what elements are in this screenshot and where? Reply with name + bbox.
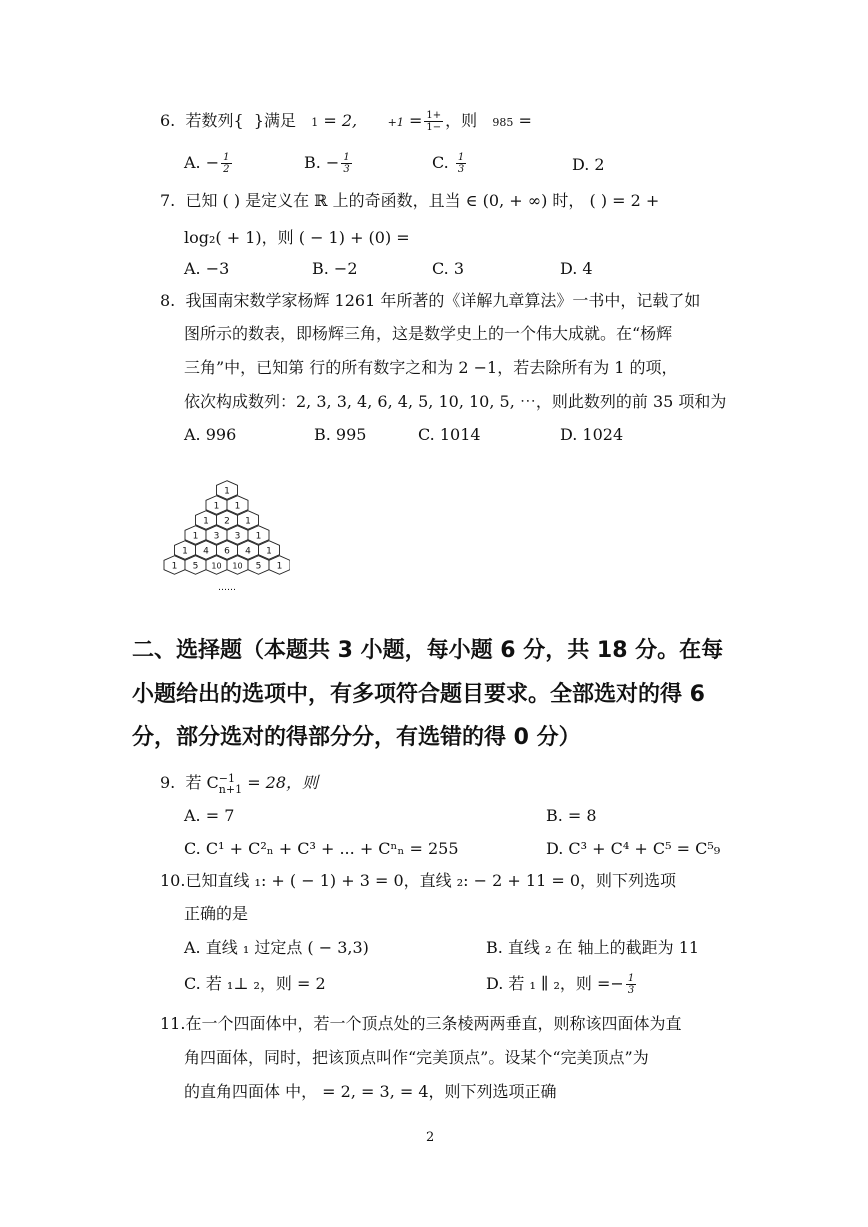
triangle-cell	[196, 511, 217, 530]
q7-line1: 7. 已知 ( ) 是定义在 ℝ 上的奇函数，且当 ∈ (0, + ∞) 时， ( ) = 2 +	[160, 191, 660, 210]
q6-option-d: D. 2	[572, 155, 605, 174]
triangle-cell	[259, 541, 280, 560]
q11-line3: 的直角四面体 中， = 2, = 3, = 4，则下列选项正确	[184, 1082, 557, 1101]
q11-line1: 11.在一个四面体中，若一个顶点处的三条棱两两垂直，则称该四面体为直	[160, 1014, 682, 1033]
q9-option-c: C. C¹ + C²ₙ + C³ + ... + Cⁿₙ = 255	[184, 839, 459, 858]
triangle-value: 3	[234, 531, 241, 542]
triangle-cell	[248, 526, 269, 545]
triangle-cell	[206, 556, 227, 575]
triangle-value: 1	[182, 546, 188, 557]
q10-option-d: D. 若 ₁ ∥ ₂，则 =− $\frac{1}{3}$	[486, 973, 635, 996]
triangle-value: 1	[192, 531, 199, 542]
triangle-value: 4	[245, 546, 251, 557]
triangle-cell	[175, 541, 196, 560]
triangle-cell	[185, 526, 206, 545]
triangle-cell	[217, 481, 238, 500]
q8-option-d: D. 1024	[560, 425, 624, 444]
triangle-cell	[269, 556, 290, 575]
q8-line4: 依次构成数列：2, 3, 3, 4, 6, 4, 5, 10, 10, 5, ⋯，则此数列的前 35 项和为	[184, 392, 727, 411]
q9-option-d: D. C³ + C⁴ + C⁵ = C⁵₉	[546, 839, 721, 858]
q7-option-c: C. 3	[432, 259, 465, 278]
q6-stem: 6. 若数列{ }满足 1 = 2, +1 = $\frac{1+}{1-}$ ，则 985 =	[160, 110, 532, 133]
triangle-value: 3	[213, 531, 220, 542]
section-heading-line2: 小题给出的选项中，有多项符合题目要求。全部选对的得 6	[132, 682, 705, 707]
triangle-value: 1	[266, 546, 272, 557]
q8-option-c: C. 1014	[418, 425, 481, 444]
triangle-value: 1	[276, 561, 283, 572]
q6-option-c: C. $\frac{1}{3}$	[432, 152, 465, 175]
q8-line2: 图所示的数表，即杨辉三角，这是数学史上的一个伟大成就。在“杨辉	[184, 324, 673, 343]
q6-number: 6.	[160, 111, 176, 130]
triangle-ellipsis: ……	[218, 583, 236, 593]
q7-option-a: A. −3	[184, 259, 230, 278]
q10-option-a: A. 直线 ₁ 过定点 ( − 3,3)	[184, 938, 369, 957]
triangle-cell	[217, 541, 238, 560]
yanghui-triangle-figure	[160, 480, 290, 600]
q6-fraction: $\frac{1+}{1-}$	[426, 110, 442, 133]
triangle-value: 1	[224, 486, 230, 497]
q9-stem: 9. 若 C −1 n+1 = 28，则	[160, 771, 319, 796]
triangle-cell	[196, 541, 217, 560]
triangle-value: 1	[203, 516, 209, 527]
q10-line2: 正确的是	[184, 904, 249, 923]
triangle-value: 1	[245, 516, 251, 527]
q7-option-b: B. −2	[312, 259, 358, 278]
q6-option-b: B. − $\frac{1}{3}$	[304, 152, 350, 175]
q8-option-a: A. 996	[184, 425, 237, 444]
q10-option-b: B. 直线 ₂ 在 轴上的截距为 11	[486, 938, 700, 957]
triangle-cell	[227, 526, 248, 545]
q8-line3: 三角”中，已知第 行的所有数字之和为 2 −1，若去除所有为 1 的项，	[184, 358, 678, 377]
triangle-value: 5	[192, 561, 199, 572]
triangle-cell	[227, 556, 248, 575]
q10-option-c: C. 若 ₁⊥ ₂，则 = 2	[184, 974, 326, 993]
q8-option-b: B. 995	[314, 425, 367, 444]
section-heading-line1: 二、选择题（本题共 3 小题，每小题 6 分，共 18 分。在每	[132, 638, 724, 663]
triangle-value: 4	[203, 546, 209, 557]
triangle-cell	[238, 511, 259, 530]
triangle-cell	[164, 556, 185, 575]
triangle-value: 6	[224, 546, 230, 557]
triangle-cell	[206, 496, 227, 515]
q7-option-d: D. 4	[560, 259, 593, 278]
q6-option-a: A. − $\frac{1}{2}$	[184, 152, 230, 175]
triangle-cell	[217, 511, 238, 530]
triangle-value: 10	[211, 561, 222, 571]
q11-line2: 角四面体，同时，把该顶点叫作“完美顶点”。设某个“完美顶点”为	[184, 1048, 649, 1067]
triangle-cell	[206, 526, 227, 545]
triangle-value: 10	[232, 561, 243, 571]
triangle-value: 1	[171, 561, 178, 572]
page-number: 2	[426, 1130, 435, 1145]
q9-option-b: B. = 8	[546, 806, 597, 825]
triangle-cell	[238, 541, 259, 560]
q8-line1: 8. 我国南宋数学家杨辉 1261 年所著的《详解九章算法》一书中，记载了如	[160, 291, 701, 310]
triangle-value: 1	[234, 501, 241, 512]
triangle-cell	[248, 556, 269, 575]
triangle-cell	[185, 556, 206, 575]
triangle-cell	[227, 496, 248, 515]
q9-option-a: A. = 7	[184, 806, 235, 825]
triangle-value: 1	[213, 501, 220, 512]
triangle-value: 1	[255, 531, 262, 542]
q10-line1: 10.已知直线 ₁: + ( − 1) + 3 = 0，直线 ₂: − 2 + 11 = 0，则下列选项	[160, 871, 677, 890]
triangle-value: 2	[224, 516, 230, 527]
q7-line2: log₂( + 1)，则 ( − 1) + (0) =	[184, 228, 410, 247]
triangle-value: 5	[255, 561, 262, 572]
section-heading-line3: 分，部分选对的得部分分，有选错的得 0 分）	[132, 725, 581, 750]
